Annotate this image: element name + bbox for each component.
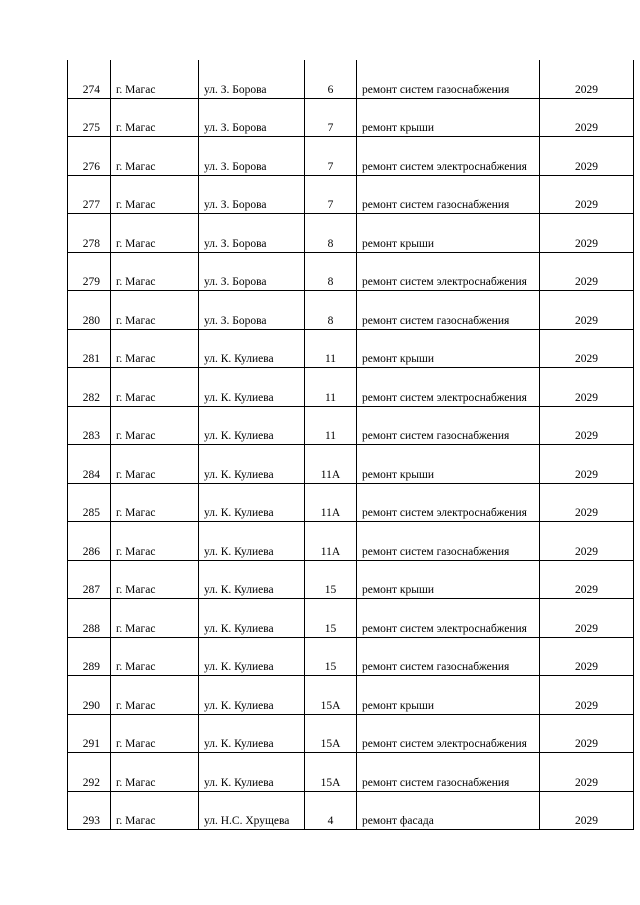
- row-number-cell: 282: [68, 368, 111, 407]
- work-type-cell: ремонт крыши: [357, 98, 540, 137]
- work-type-cell: ремонт систем электроснабжения: [357, 714, 540, 753]
- street-cell: ул. К. Кулиева: [199, 368, 305, 407]
- house-number-cell: 7: [305, 137, 357, 176]
- street-cell: ул. З. Борова: [199, 137, 305, 176]
- house-number-cell: 11: [305, 368, 357, 407]
- street-cell: ул. К. Кулиева: [199, 599, 305, 638]
- house-number-cell: 15А: [305, 676, 357, 715]
- street-cell: ул. К. Кулиева: [199, 445, 305, 484]
- row-number-cell: 290: [68, 676, 111, 715]
- year-cell: 2029: [540, 60, 634, 98]
- work-type-cell: ремонт крыши: [357, 676, 540, 715]
- street-cell: ул. К. Кулиева: [199, 676, 305, 715]
- table-row: [68, 214, 634, 253]
- work-type-cell: ремонт систем газоснабжения: [357, 522, 540, 561]
- work-type-cell: ремонт систем газоснабжения: [357, 291, 540, 330]
- work-type-cell: ремонт систем газоснабжения: [357, 60, 540, 98]
- year-cell: 2029: [540, 753, 634, 792]
- row-number-cell: 285: [68, 483, 111, 522]
- house-number-cell: 4: [305, 791, 357, 830]
- city-cell: г. Магас: [111, 214, 199, 253]
- street-cell: ул. К. Кулиева: [199, 406, 305, 445]
- house-number-cell: 15: [305, 599, 357, 638]
- table-row: [68, 98, 634, 137]
- table-row: [68, 637, 634, 676]
- city-cell: г. Магас: [111, 637, 199, 676]
- row-number-cell: 286: [68, 522, 111, 561]
- street-cell: ул. К. Кулиева: [199, 637, 305, 676]
- year-cell: 2029: [540, 291, 634, 330]
- row-number-cell: 276: [68, 137, 111, 176]
- table-row: [68, 599, 634, 638]
- street-cell: ул. К. Кулиева: [199, 483, 305, 522]
- row-number-cell: 278: [68, 214, 111, 253]
- house-number-cell: 11А: [305, 445, 357, 484]
- city-cell: г. Магас: [111, 483, 199, 522]
- year-cell: 2029: [540, 637, 634, 676]
- table-row: [68, 445, 634, 484]
- year-cell: 2029: [540, 98, 634, 137]
- street-cell: ул. З. Борова: [199, 214, 305, 253]
- house-number-cell: 11: [305, 406, 357, 445]
- year-cell: 2029: [540, 406, 634, 445]
- house-number-cell: 8: [305, 214, 357, 253]
- house-number-cell: 6: [305, 60, 357, 98]
- street-cell: ул. З. Борова: [199, 60, 305, 98]
- table-row: [68, 753, 634, 792]
- table-row: [68, 368, 634, 407]
- row-number-cell: 289: [68, 637, 111, 676]
- row-number-cell: 287: [68, 560, 111, 599]
- house-number-cell: 11А: [305, 483, 357, 522]
- table-row: [68, 560, 634, 599]
- work-type-cell: ремонт систем газоснабжения: [357, 753, 540, 792]
- house-number-cell: 11А: [305, 522, 357, 561]
- work-type-cell: ремонт систем газоснабжения: [357, 175, 540, 214]
- house-number-cell: 7: [305, 175, 357, 214]
- row-number-cell: 284: [68, 445, 111, 484]
- house-number-cell: 8: [305, 291, 357, 330]
- work-type-cell: ремонт крыши: [357, 329, 540, 368]
- city-cell: г. Магас: [111, 329, 199, 368]
- city-cell: г. Магас: [111, 791, 199, 830]
- city-cell: г. Магас: [111, 753, 199, 792]
- row-number-cell: 280: [68, 291, 111, 330]
- row-number-cell: 274: [68, 60, 111, 98]
- table-body: [68, 60, 634, 830]
- year-cell: 2029: [540, 791, 634, 830]
- city-cell: г. Магас: [111, 175, 199, 214]
- work-type-cell: ремонт крыши: [357, 214, 540, 253]
- street-cell: ул. Н.С. Хрущева: [199, 791, 305, 830]
- street-cell: ул. З. Борова: [199, 252, 305, 291]
- street-cell: ул. К. Кулиева: [199, 753, 305, 792]
- year-cell: 2029: [540, 522, 634, 561]
- year-cell: 2029: [540, 676, 634, 715]
- house-number-cell: 8: [305, 252, 357, 291]
- city-cell: г. Магас: [111, 60, 199, 98]
- city-cell: г. Магас: [111, 522, 199, 561]
- work-type-cell: ремонт систем электроснабжения: [357, 137, 540, 176]
- year-cell: 2029: [540, 599, 634, 638]
- table-row: [68, 522, 634, 561]
- row-number-cell: 279: [68, 252, 111, 291]
- street-cell: ул. З. Борова: [199, 291, 305, 330]
- table-row: [68, 291, 634, 330]
- row-number-cell: 283: [68, 406, 111, 445]
- city-cell: г. Магас: [111, 368, 199, 407]
- house-number-cell: 15: [305, 560, 357, 599]
- city-cell: г. Магас: [111, 714, 199, 753]
- house-number-cell: 15: [305, 637, 357, 676]
- house-number-cell: 15А: [305, 714, 357, 753]
- work-type-cell: ремонт систем электроснабжения: [357, 252, 540, 291]
- street-cell: ул. К. Кулиева: [199, 560, 305, 599]
- street-cell: ул. К. Кулиева: [199, 329, 305, 368]
- city-cell: г. Магас: [111, 676, 199, 715]
- row-number-cell: 275: [68, 98, 111, 137]
- row-number-cell: 288: [68, 599, 111, 638]
- work-type-cell: ремонт систем электроснабжения: [357, 368, 540, 407]
- street-cell: ул. К. Кулиева: [199, 714, 305, 753]
- year-cell: 2029: [540, 137, 634, 176]
- table-row: [68, 137, 634, 176]
- work-type-cell: ремонт крыши: [357, 445, 540, 484]
- year-cell: 2029: [540, 483, 634, 522]
- year-cell: 2029: [540, 714, 634, 753]
- house-number-cell: 7: [305, 98, 357, 137]
- street-cell: ул. З. Борова: [199, 98, 305, 137]
- work-type-cell: ремонт систем электроснабжения: [357, 599, 540, 638]
- city-cell: г. Магас: [111, 560, 199, 599]
- street-cell: ул. З. Борова: [199, 175, 305, 214]
- table-row: [68, 714, 634, 753]
- table-row: [68, 60, 634, 98]
- row-number-cell: 291: [68, 714, 111, 753]
- city-cell: г. Магас: [111, 406, 199, 445]
- city-cell: г. Магас: [111, 137, 199, 176]
- year-cell: 2029: [540, 445, 634, 484]
- table-row: [68, 791, 634, 830]
- table-row: [68, 175, 634, 214]
- table-row: [68, 483, 634, 522]
- year-cell: 2029: [540, 368, 634, 407]
- table-row: [68, 676, 634, 715]
- row-number-cell: 281: [68, 329, 111, 368]
- row-number-cell: 277: [68, 175, 111, 214]
- year-cell: 2029: [540, 329, 634, 368]
- work-type-cell: ремонт систем электроснабжения: [357, 483, 540, 522]
- year-cell: 2029: [540, 175, 634, 214]
- work-type-cell: ремонт систем газоснабжения: [357, 406, 540, 445]
- year-cell: 2029: [540, 560, 634, 599]
- table-row: [68, 329, 634, 368]
- row-number-cell: 292: [68, 753, 111, 792]
- table-row: [68, 406, 634, 445]
- work-type-cell: ремонт фасада: [357, 791, 540, 830]
- year-cell: 2029: [540, 214, 634, 253]
- row-number-cell: 293: [68, 791, 111, 830]
- year-cell: 2029: [540, 252, 634, 291]
- repair-schedule-table: [67, 60, 634, 830]
- city-cell: г. Магас: [111, 98, 199, 137]
- work-type-cell: ремонт систем газоснабжения: [357, 637, 540, 676]
- work-type-cell: ремонт крыши: [357, 560, 540, 599]
- city-cell: г. Магас: [111, 599, 199, 638]
- house-number-cell: 15А: [305, 753, 357, 792]
- city-cell: г. Магас: [111, 445, 199, 484]
- city-cell: г. Магас: [111, 252, 199, 291]
- house-number-cell: 11: [305, 329, 357, 368]
- city-cell: г. Магас: [111, 291, 199, 330]
- table-row: [68, 252, 634, 291]
- street-cell: ул. К. Кулиева: [199, 522, 305, 561]
